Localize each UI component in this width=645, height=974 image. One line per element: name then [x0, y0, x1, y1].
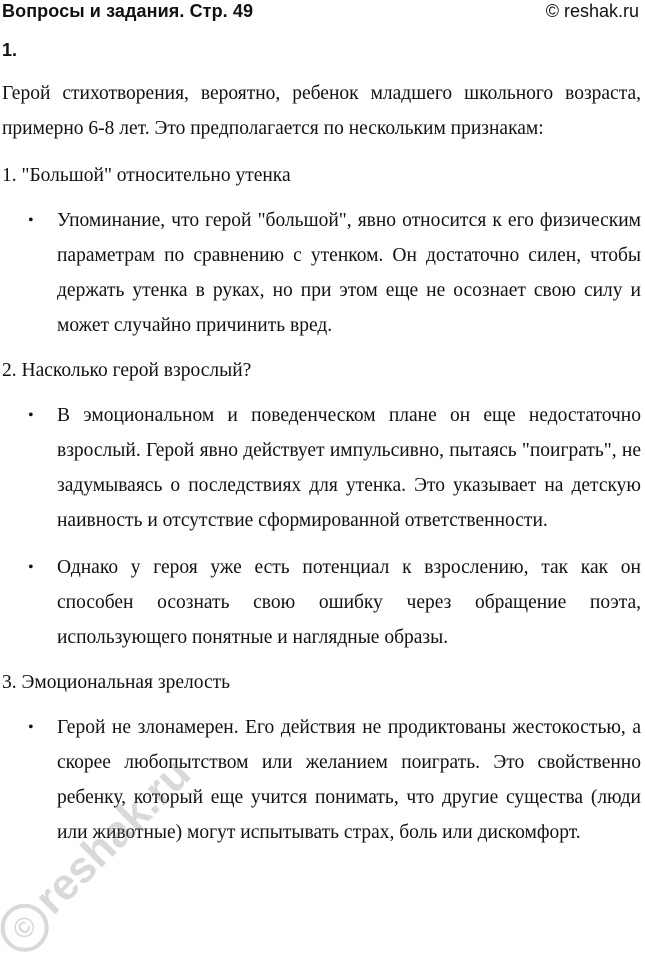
answer-content	[0, 76, 645, 850]
copyright-icon: ©	[0, 894, 59, 962]
section-3-bullet-1: • Герой не злонамерен. Его действия не продиктованы жестокостью, а скорее любопытством или желанием поиграть. Это свойственно ребенку, который еще учится понимать, что другие существа (люди или животные) могут испытывать страх, боль или дискомфорт.	[0, 710, 645, 850]
task-number: 1.	[2, 40, 18, 60]
section-3-title: 3. Эмоциональная зрелость	[2, 672, 231, 693]
section-1-list	[0, 203, 645, 343]
watermark-text: reshak.ru	[25, 748, 201, 924]
site-credit: © reshak.ru	[545, 1, 639, 21]
intro-paragraph: Герой стихотворения, вероятно, ребенок младшего школьного возраста, примерно 6-8 лет. Это предполагается по нескольким признакам:	[2, 83, 641, 139]
page-title: Вопросы и задания. Стр. 49	[2, 1, 254, 21]
section-2-list	[0, 398, 645, 655]
page-header	[0, 0, 645, 24]
section-2-bullet-2: • Однако у героя уже есть потенциал к взрослению, так как он способен осознать свою ошибку через обращение поэта, использующего понятные и наглядные образы.	[0, 550, 645, 655]
section-2-bullet-1: • В эмоциональном и поведенческом плане он еще недостаточно взрослый. Герой явно действует импульсивно, пытаясь "поиграть", не задумываясь о последствиях для утенка. Это указывает на детскую наивность и отсутствие сформированной ответственности.	[0, 398, 645, 538]
section-1-bullet-1: • Упоминание, что герой "большой", явно относится к его физическим параметрам по сравнению с утенком. Он достаточно силен, чтобы держать утенка в руках, но при этом еще не осознает свою силу и может случайно причинить вред.	[0, 203, 645, 343]
section-1-title: 1. "Большой" относительно утенка	[2, 165, 291, 186]
section-2-title: 2. Насколько герой взрослый?	[2, 360, 252, 381]
section-3-list	[0, 710, 645, 850]
